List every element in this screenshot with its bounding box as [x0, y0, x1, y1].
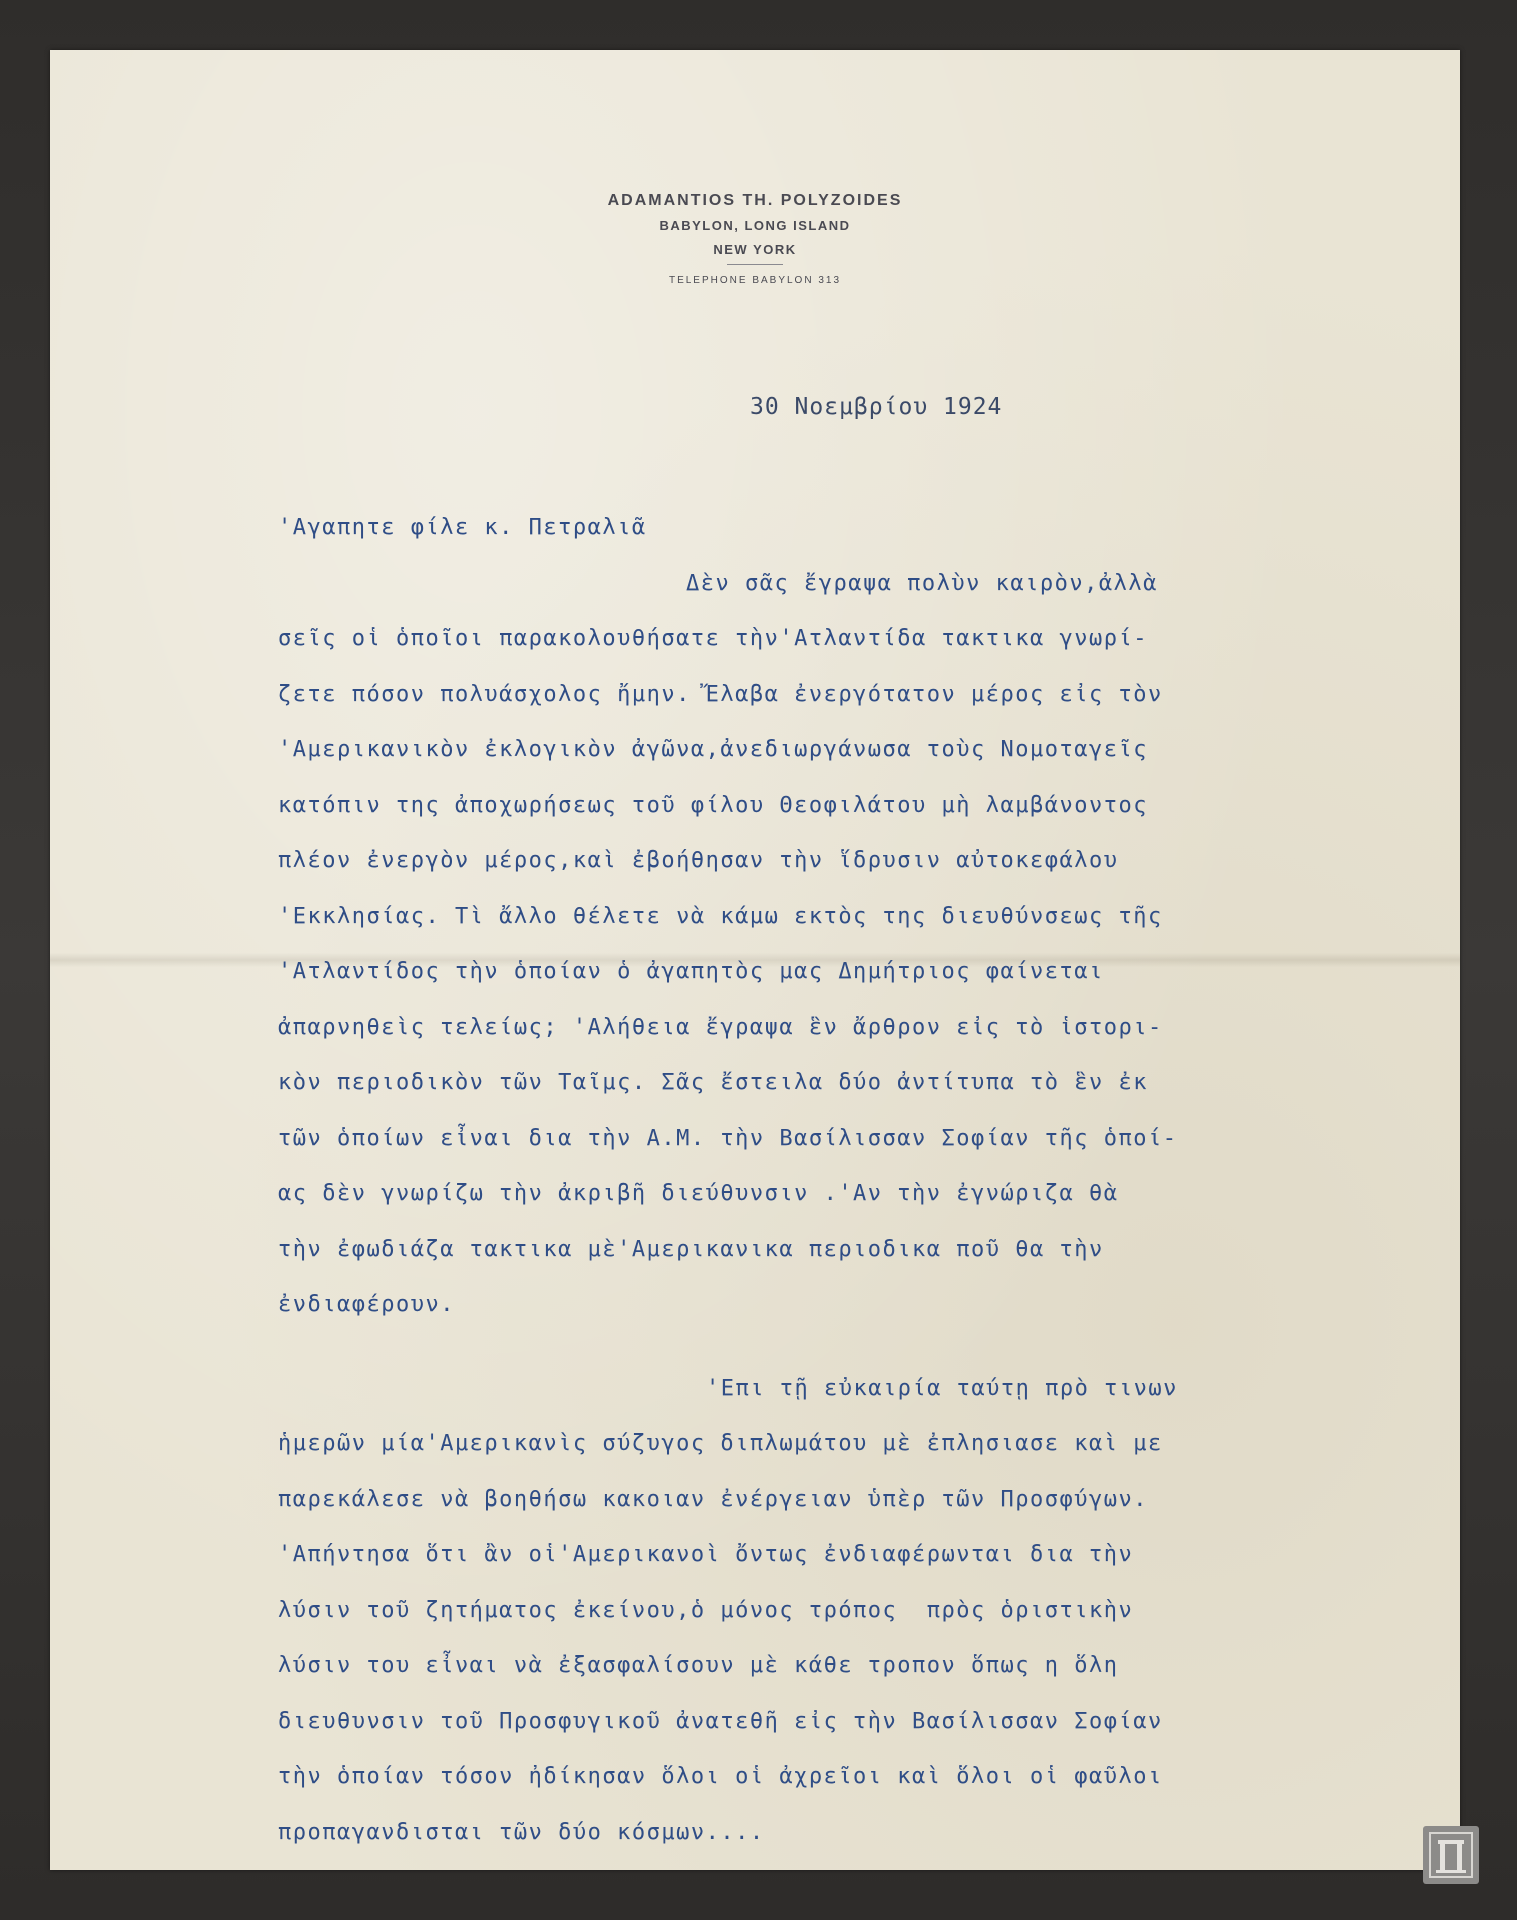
letterhead	[50, 188, 1460, 289]
letter-line: τὴν ὁποίαν τόσον ἠδίκησαν ὅλοι οἱ ἀχρεῖοι καὶ ὅλοι οἱ φαῦλοι	[278, 1764, 1163, 1789]
letter-line: διευθυνσιν τοῦ Προσφυγικοῦ ἀνατεθῆ εἰς τὴν Βασίλισσαν Σοφίαν	[278, 1708, 1163, 1734]
letter-line: 'Απήντησα ὅτι ἂν οἱ'Αμερικανοὶ ὄντως ἐνδιαφέρωνται δια τὴν	[278, 1542, 1134, 1567]
letter-line: λύσιν τοῦ ζητήματος ἐκείνου,ὁ μόνος τρόπος πρὸς ὁριστικὴν	[278, 1597, 1134, 1623]
letter-line: τῶν ὁποίων εἶναι δια τὴν Α.Μ. τὴν Βασίλισσαν Σοφίαν τῆς ὁποί-	[278, 1125, 1178, 1151]
letter-line: κὸν περιοδικὸν τῶν Ταῖμς. Σᾶς ἔστειλα δύο ἀντίτυπα τὸ ἓν ἐκ	[278, 1070, 1148, 1095]
letter-line: ας δὲν γνωρίζω τὴν ἀκριβῆ διεύθυνσιν .'Αν τὴν ἐγνώριζα θὰ	[278, 1181, 1119, 1206]
letter-line: ἐνδιαφέρουν.	[278, 1292, 455, 1317]
archive-logo-graphic	[1428, 1831, 1474, 1879]
letter-line: ἀπαρνηθεὶς τελείως; 'Αλήθεια ἔγραψα ἓν ἄρθρον εἰς τὸ ἱστορι-	[278, 1014, 1163, 1040]
letter-date: 30 Νοεμβρίου 1924	[750, 394, 1003, 420]
paragraph-gap	[278, 1333, 1368, 1361]
letter-line: 'Εκκλησίας. Τὶ ἄλλο θέλετε νὰ κάμω εκτὸς της διευθύνσεως τῆς	[278, 903, 1163, 929]
letter-line: παρεκάλεσε νὰ βοηθήσω κακοιαν ἐνέργειαν ὑπὲρ τῶν Προσφύγων.	[278, 1486, 1148, 1512]
letter-line: σεῖς οἱ ὁποῖοι παρακολουθήσατε τὴν'Ατλαντίδα τακτικα γνωρί-	[278, 626, 1148, 651]
letterhead-address-line-2: NEW YORK	[713, 242, 797, 257]
letter-line: 'Αμερικανικὸν ἐκλογικὸν ἀγῶνα,ἀνεδιωργάνωσα τοὺς Νομοταγεῖς	[278, 737, 1148, 762]
letterhead-name: ADAMANTIOS TH. POLYZOIDES	[607, 192, 903, 209]
letter-line: 'Ατλαντίδος τὴν ὁποίαν ὁ ἀγαπητὸς μας Δημήτριος φαίνεται	[278, 959, 1104, 984]
letter-line: πλέον ἐνεργὸν μέρος,καὶ ἐβοήθησαν τὴν ἵδρυσιν αὐτοκεφάλου	[278, 848, 1119, 873]
letterhead-divider	[727, 264, 783, 265]
letter-line: 'Επι τῇ εὐκαιρία ταύτῃ πρὸ τινων	[706, 1375, 1178, 1401]
letter-body	[278, 500, 1368, 1860]
letter-line: κατόπιν της ἀποχωρήσεως τοῦ φίλου Θεοφιλάτου μὴ λαμβάνοντος	[278, 792, 1148, 818]
letter-line: Δὲν σᾶς ἔγραψα πολὺν καιρὸν,ἀλλὰ	[686, 570, 1158, 596]
letter-salutation: 'Αγαπητε φίλε κ. Πετραλιᾶ	[278, 515, 647, 540]
letterhead-address-line-1: BABYLON, LONG ISLAND	[659, 218, 851, 233]
letter-line: ζετε πόσον πολυάσχολος ἤμην. Ἔλαβα ἐνεργότατον μέρος εἰς τὸν	[278, 681, 1163, 707]
archive-logo-icon	[1423, 1826, 1479, 1884]
letter-page	[50, 50, 1460, 1870]
letter-line: ἡμερῶν μία'Αμερικανὶς σύζυγος διπλωμάτου μὲ ἐπλησιασε καὶ με	[278, 1431, 1163, 1456]
letter-line: λύσιν του εἶναι νὰ ἐξασφαλίσουν μὲ κάθε τροπον ὅπως η ὅλη	[278, 1653, 1119, 1678]
letter-line: τὴν ἐφωδιάζα τακτικα μὲ'Αμερικανικα περιοδικα ποῦ θα τὴν	[278, 1236, 1104, 1262]
letterhead-telephone: TELEPHONE BABYLON 313	[668, 275, 842, 286]
letter-line: προπαγανδισται τῶν δύο κόσμων....	[278, 1819, 765, 1845]
